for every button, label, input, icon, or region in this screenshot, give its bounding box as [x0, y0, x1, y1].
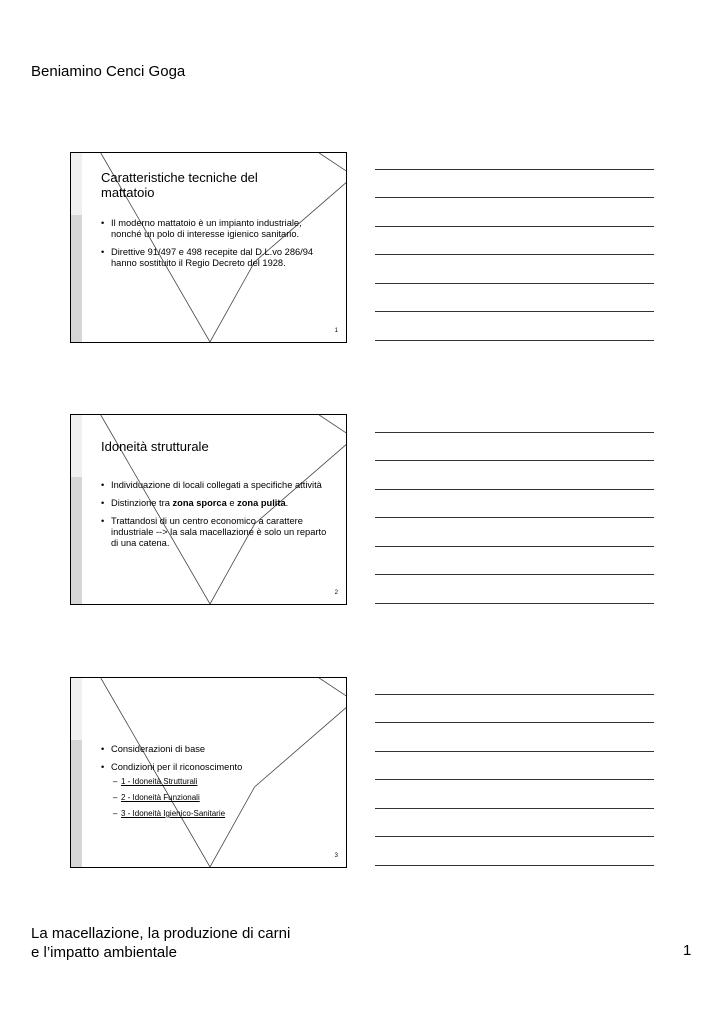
- bullet-item: • Direttive 91/497 e 498 recepite dal D.L.vo 286/94 hanno sostituito il Regio Decreto del 1928.: [101, 247, 331, 269]
- slide-title: Caratteristiche tecniche del mattatoio: [101, 170, 258, 200]
- bullet-item: • Condizioni per il riconoscimento: [101, 762, 331, 773]
- sub-bullet-item[interactable]: – 1 - Idoneità Strutturali: [113, 777, 198, 786]
- bullet-item: • Distinzione tra zona sporca e zona pulita.: [101, 498, 331, 509]
- slide-2: [70, 414, 347, 605]
- link-idoneita-funzionali[interactable]: 2 - Idoneità Funzionali: [121, 793, 200, 802]
- bullet-item: • Il moderno mattatoio è un impianto industriale, nonché un polo di interesse igienico sanitario.: [101, 218, 331, 240]
- link-idoneita-igienico-sanitarie[interactable]: 3 - Idoneità Igienico-Sanitarie: [121, 809, 226, 818]
- document-footer-title: La macellazione, la produzione di carni e l’impatto ambientale: [31, 925, 291, 961]
- bullet-item: • Individuazione di locali collegati a specifiche attività: [101, 480, 331, 491]
- bullet-item: • Trattandosi di un centro economico a carattere industriale --> la sala macellazione è solo un reparto di una catena.: [101, 516, 331, 549]
- slide-number: 2: [334, 590, 338, 596]
- slide-title: Idoneità strutturale: [101, 439, 209, 454]
- slide-1: [70, 152, 347, 343]
- slide-number: 1: [334, 328, 338, 334]
- sub-bullet-item[interactable]: – 2 - Idoneità Funzionali: [113, 793, 200, 802]
- bullet-item: • Considerazioni di base: [101, 744, 331, 755]
- link-idoneita-strutturali[interactable]: 1 - Idoneità Strutturali: [121, 777, 198, 786]
- page-number: 1: [683, 942, 692, 959]
- author-name: Beniamino Cenci Goga: [31, 63, 186, 80]
- slide-number: 3: [334, 853, 338, 859]
- slide-3: [70, 677, 347, 868]
- sub-bullet-item[interactable]: – 3 - Idoneità Igienico-Sanitarie: [113, 809, 226, 818]
